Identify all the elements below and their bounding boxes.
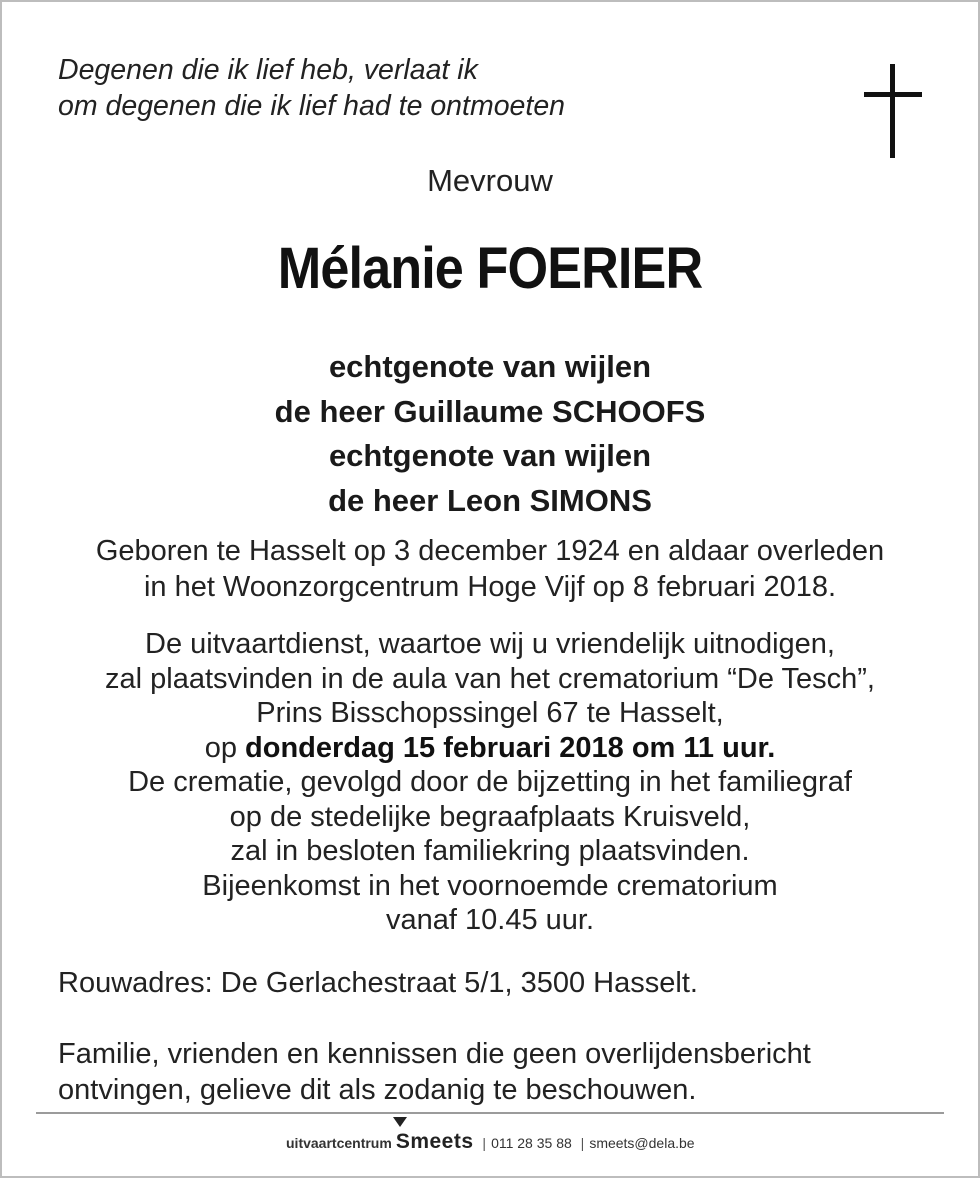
family-note-line-1: Familie, vrienden en kennissen die geen overlijdensbericht — [58, 1038, 811, 1070]
service-line-1: De uitvaartdienst, waartoe wij u vriendelijk uitnodigen, — [145, 628, 835, 660]
motto-line-2: om degenen die ik lief had te ontmoeten — [58, 90, 566, 122]
cross-icon — [864, 64, 922, 160]
service-line-6: op de stedelijke begraafplaats Kruisveld, — [229, 800, 751, 833]
service-line-9: vanaf 10.45 uur. — [386, 904, 594, 936]
motto-quote — [58, 52, 565, 124]
spouse-line-2: de heer Guillaume SCHOOFS — [274, 393, 706, 429]
birth-line-2: in het Woonzorgcentrum Hoge Vijf op 8 februari 2018. — [143, 571, 837, 603]
mourning-address: Rouwadres: De Gerlachestraat 5/1, 3500 Hasselt. — [58, 967, 698, 999]
funeral-home-footer — [286, 1129, 695, 1156]
family-note — [58, 1036, 811, 1108]
spouse-block — [0, 345, 980, 523]
brand-prefix: uitvaartcentrum — [286, 1135, 392, 1151]
funeral-service-info — [0, 627, 980, 938]
birth-line-1: Geboren te Hasselt op 3 december 1924 en aldaar overleden — [95, 535, 885, 567]
footer-phone: 011 28 35 88 — [491, 1135, 572, 1151]
service-line-5: De crematie, gevolgd door de bijzetting in het familiegraf — [128, 766, 852, 798]
service-line-7: zal in besloten familiekring plaatsvinden. — [230, 835, 750, 867]
footer-separator: | — [580, 1135, 585, 1151]
service-line-8: Bijeenkomst in het voornoemde crematorium — [202, 869, 778, 902]
birth-death-info — [0, 533, 980, 605]
footer-divider — [36, 1112, 944, 1114]
triangle-down-icon — [393, 1117, 407, 1127]
honorific-title: Mevrouw — [427, 163, 553, 198]
deceased-name: Mélanie FOERIER — [277, 236, 703, 301]
spouse-line-4: de heer Leon SIMONS — [328, 482, 652, 518]
spouse-line-1: echtgenote van wijlen — [328, 349, 652, 384]
footer-separator: | — [482, 1135, 487, 1151]
service-date: donderdag 15 februari 2018 om 11 uur. — [245, 731, 776, 764]
service-line-3: Prins Bisschopssingel 67 te Hasselt, — [256, 697, 724, 729]
service-date-line — [0, 731, 980, 766]
service-date-prefix: op — [204, 731, 246, 764]
service-line-2: zal plaatsvinden in de aula van het crematorium “De Tesch”, — [105, 662, 875, 695]
footer-email: smeets@dela.be — [589, 1135, 695, 1151]
brand-name: Smeets — [395, 1130, 474, 1153]
spouse-line-3: echtgenote van wijlen — [328, 438, 652, 473]
family-note-line-2: ontvingen, gelieve dit als zodanig te beschouwen. — [58, 1074, 697, 1106]
motto-line-1: Degenen die ik lief heb, verlaat ik — [58, 54, 478, 86]
